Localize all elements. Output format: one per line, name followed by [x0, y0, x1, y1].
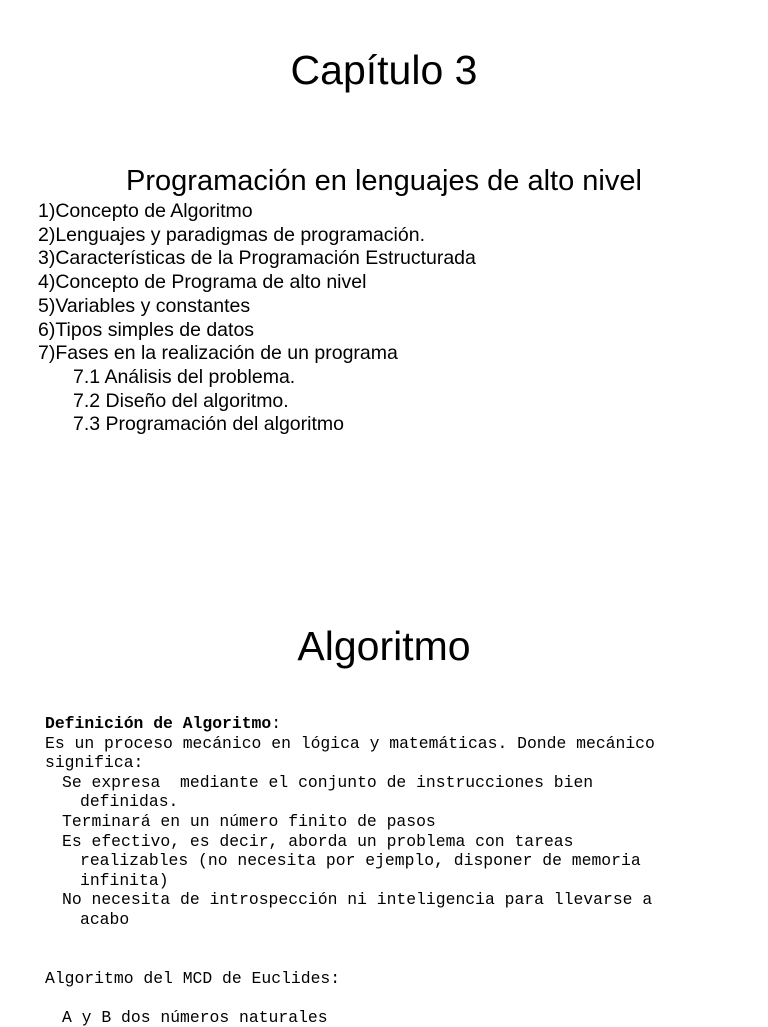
intro-line: Es un proceso mecánico en lógica y matemáticas. Donde mecánico: [45, 733, 655, 753]
definition-heading-line: [45, 714, 745, 734]
intro-line: significa:: [45, 753, 144, 773]
point-continuation: acabo: [80, 909, 130, 929]
toc-item: 7)Fases en la realización de un programa: [38, 342, 398, 365]
toc-item: 3)Características de la Programación Estructurada: [38, 247, 476, 270]
table-of-contents: [38, 200, 476, 437]
point-line: No necesita de introspección ni inteligencia para llevarse a: [62, 890, 653, 910]
slide-title: Algoritmo: [297, 623, 471, 669]
toc-subitem: 7.2 Diseño del algoritmo.: [73, 389, 289, 412]
spacer: [45, 988, 745, 1008]
euclid-heading: Algoritmo del MCD de Euclides:: [45, 968, 341, 988]
chapter-subtitle: Programación en lenguajes de alto nivel: [126, 165, 642, 197]
slide-algoritmo: [0, 580, 768, 1027]
definition-heading: Definición de Algoritmo: [45, 714, 272, 733]
chapter-title: Capítulo 3: [290, 47, 478, 93]
toc-item: 1)Concepto de Algoritmo: [38, 200, 253, 222]
point-continuation: infinita): [80, 870, 169, 890]
euclid-line: A y B dos números naturales: [62, 1007, 328, 1027]
definition-body: [45, 714, 745, 1027]
point-continuation: realizables (no necesita por ejemplo, disponer de memoria: [80, 851, 641, 871]
point-continuation: definidas.: [80, 792, 179, 812]
toc-item: 5)Variables y constantes: [38, 294, 251, 317]
toc-subitem: 7.1 Análisis del problema.: [73, 365, 296, 388]
point-line: Terminará en un número finito de pasos: [62, 811, 436, 831]
point-line: Se expresa mediante el conjunto de instrucciones bien: [62, 772, 594, 792]
toc-item: 6)Tipos simples de datos: [38, 318, 255, 341]
definition-colon: :: [271, 714, 282, 733]
toc-subitem: 7.3 Programación del algoritmo: [73, 413, 344, 436]
spacer: [45, 930, 745, 969]
toc-item: 4)Concepto de Programa de alto nivel: [38, 271, 367, 294]
point-line: Es efectivo, es decir, aborda un problema con tareas: [62, 831, 574, 851]
toc-item: 2)Lenguajes y paradigmas de programación.: [38, 223, 425, 246]
